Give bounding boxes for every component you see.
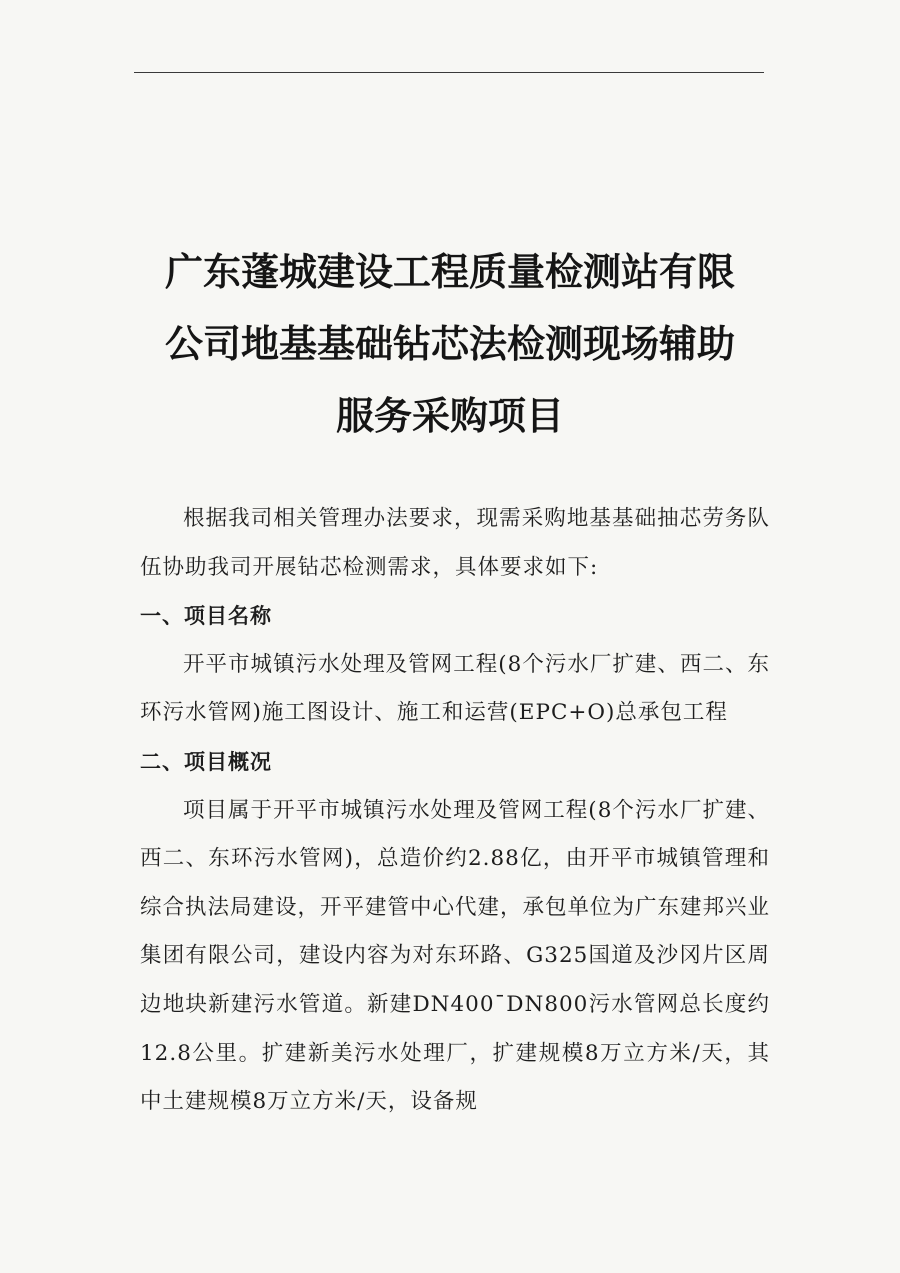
title-line-2: 公司地基基础钻芯法检测现场辅助 <box>164 322 735 366</box>
title-line-1: 广东蓬城建设工程质量检测站有限 <box>164 250 735 294</box>
intro-paragraph: 根据我司相关管理办法要求，现需采购地基基础抽芯劳务队伍协助我司开展钻芯检测需求，具体要求如下: <box>140 506 770 580</box>
section-1-text: 开平市城镇污水处理及管网工程(8个污水厂扩建、西二、东环污水管网)施工图设计、施工和运营(EPC+O)总承包工程 <box>140 651 770 726</box>
section-2-text: 项目属于开平市城镇污水处理及管网工程(8个污水厂扩建、西二、东环污水管网)，总造价约2.88亿，由开平市城镇管理和综合执法局建设，开平建管中心代建，承包单位为广东建邦兴业集团有限公司，建设内容为对东环路、G325国道及沙冈片区周边地块新建污水管道。新建DN400¯DN800污水管网总长度约12.8公里。扩建新美污水处理厂，扩建规模8万立方米/天，其中土建规模8万立方米/天，设备规 <box>140 797 771 1115</box>
document-body <box>140 495 770 1127</box>
header-rule <box>134 72 764 73</box>
document-title <box>130 236 770 452</box>
section-1-heading: 一、项目名称 <box>140 604 272 629</box>
section-2-heading: 二、项目概况 <box>140 749 272 774</box>
title-line-3: 服务采购项目 <box>335 394 564 438</box>
